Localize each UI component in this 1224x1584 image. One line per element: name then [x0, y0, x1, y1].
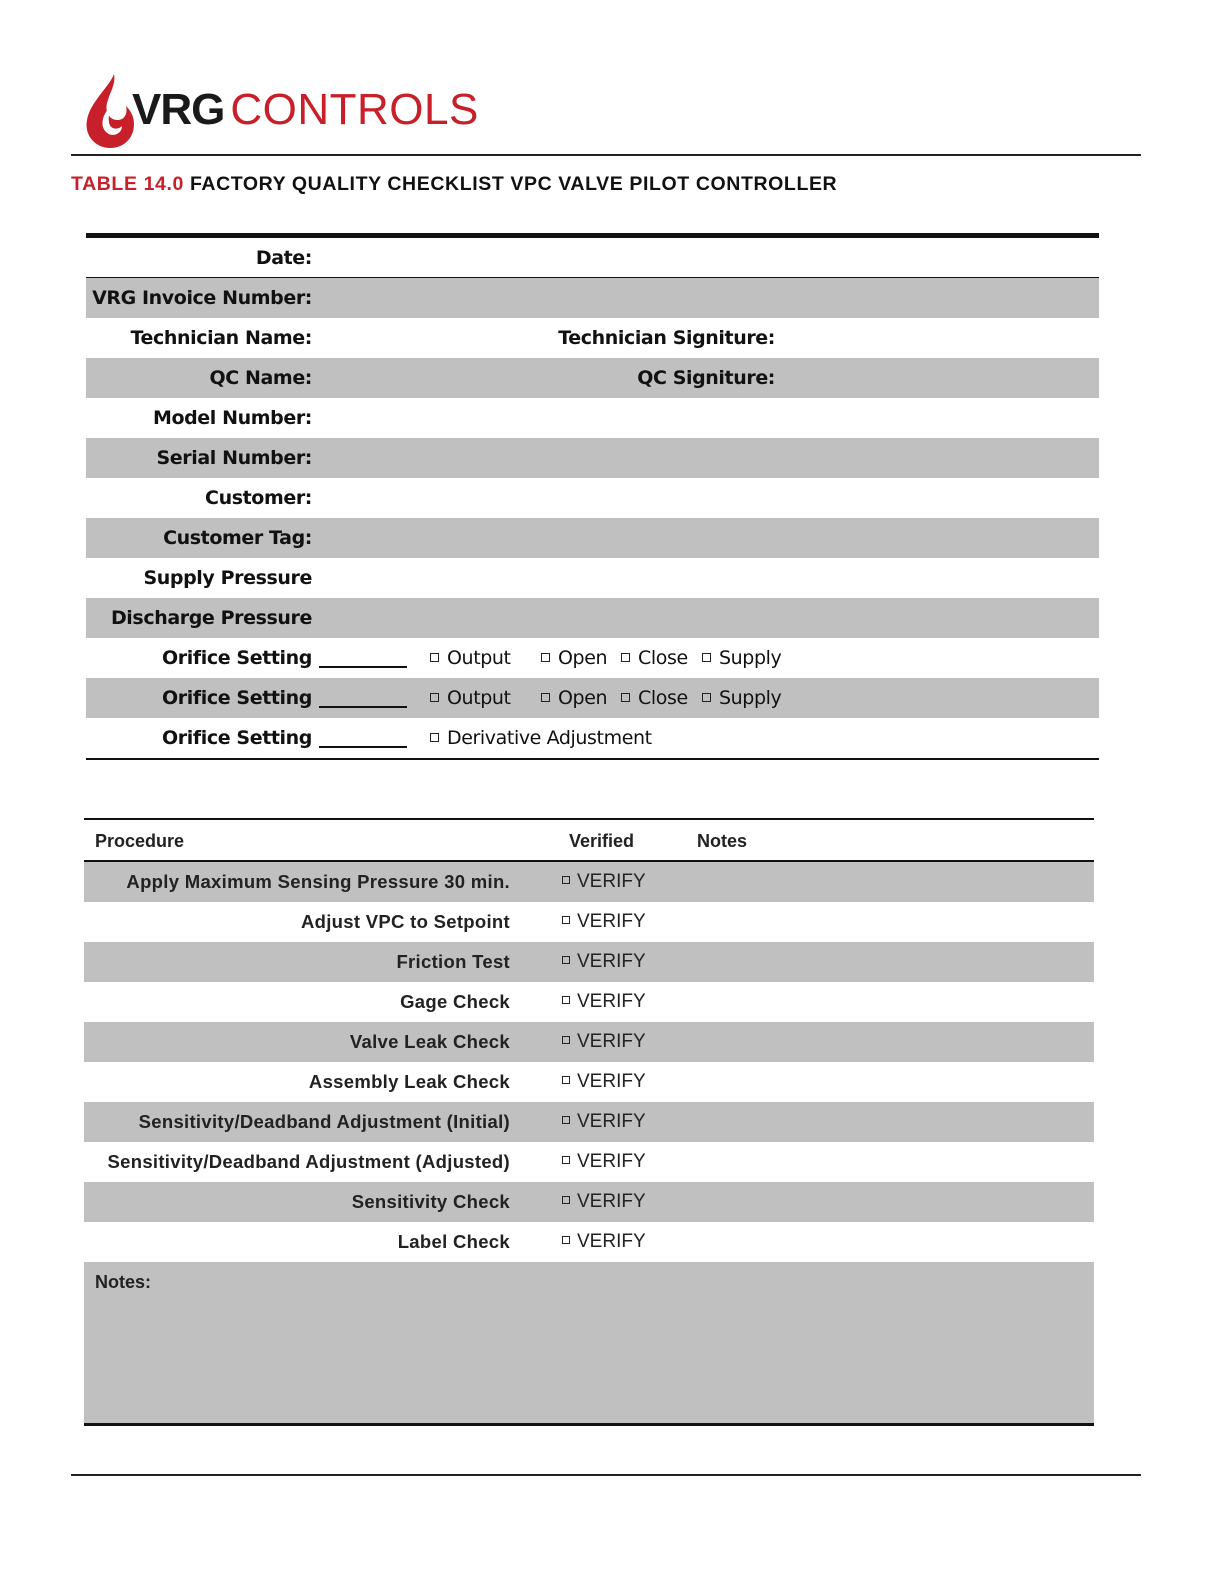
form-row-qc[interactable]: [86, 358, 1099, 398]
procedure-bottom-rule: [84, 1423, 1094, 1426]
checkbox-icon: [562, 1236, 570, 1244]
verify-label: VERIFY: [577, 1031, 646, 1052]
open-label: Open: [558, 687, 608, 709]
date-label: Date:: [255, 247, 312, 269]
procedure-row: [84, 1142, 1094, 1182]
derivative-adjustment-label: Derivative Adjustment: [447, 727, 652, 749]
form-row-supply-pressure[interactable]: [86, 558, 1099, 598]
verified-column-header: Verified: [569, 830, 635, 851]
checkbox-icon: [541, 693, 550, 702]
serial-number-label: Serial Number:: [156, 447, 312, 469]
flame-drop-icon: [82, 72, 138, 152]
procedure-row: [84, 1182, 1094, 1222]
verify-label: VERIFY: [577, 911, 646, 932]
orifice-blank-field[interactable]: [319, 666, 407, 668]
procedure-row: [84, 942, 1094, 982]
checkbox-icon: [562, 916, 570, 924]
procedure-name: Sensitivity/Deadband Adjustment (Initial): [138, 1111, 510, 1132]
form-row-customer[interactable]: [86, 478, 1099, 518]
checkbox-icon: [562, 876, 570, 884]
qc-signature-label: QC Signiture:: [637, 367, 775, 389]
verify-checkbox[interactable]: [562, 1222, 646, 1262]
supply-label: Supply: [719, 687, 782, 709]
verify-label: VERIFY: [577, 1231, 646, 1252]
checkbox-icon: [562, 996, 570, 1004]
verify-checkbox[interactable]: [562, 1182, 646, 1222]
verify-label: VERIFY: [577, 1151, 646, 1172]
customer-tag-label: Customer Tag:: [163, 527, 312, 549]
form-row-orifice-2: [86, 678, 1099, 718]
procedure-name: Valve Leak Check: [349, 1031, 510, 1052]
orifice-setting-label: Orifice Setting: [162, 727, 312, 749]
orifice-blank-field[interactable]: [319, 706, 407, 708]
logo-controls: CONTROLS: [230, 85, 479, 134]
open-label: Open: [558, 647, 608, 669]
checkbox-icon: [562, 1076, 570, 1084]
procedure-header-row: [84, 820, 1094, 860]
verify-label: VERIFY: [577, 1111, 646, 1132]
verify-label: VERIFY: [577, 951, 646, 972]
model-number-label: Model Number:: [152, 407, 312, 429]
checkbox-icon: [621, 693, 630, 702]
verify-checkbox[interactable]: [562, 1022, 646, 1062]
page-title: [71, 173, 837, 196]
procedure-row: [84, 862, 1094, 902]
supply-label: Supply: [719, 647, 782, 669]
supply-pressure-label: Supply Pressure: [143, 567, 312, 589]
procedure-row: [84, 902, 1094, 942]
verify-checkbox[interactable]: [562, 902, 646, 942]
form-row-customer-tag[interactable]: [86, 518, 1099, 558]
open-checkbox[interactable]: [541, 678, 607, 718]
verify-label: VERIFY: [577, 991, 646, 1012]
form-row-orifice-1: [86, 638, 1099, 678]
checkbox-icon: [541, 653, 550, 662]
table-title: FACTORY QUALITY CHECKLIST VPC VALVE PILOT CONTROLLER: [189, 173, 838, 195]
form-row-discharge-pressure[interactable]: [86, 598, 1099, 638]
form-row-model[interactable]: [86, 398, 1099, 438]
notes-column-header: Notes: [697, 830, 748, 851]
procedure-column-header: Procedure: [95, 830, 185, 851]
info-form-table: [86, 233, 1099, 760]
checkbox-icon: [702, 693, 711, 702]
orifice-setting-label: Orifice Setting: [162, 647, 312, 669]
orifice-setting-label: Orifice Setting: [162, 687, 312, 709]
procedure-row: [84, 1102, 1094, 1142]
close-label: Close: [638, 687, 688, 709]
procedure-name: Adjust VPC to Setpoint: [300, 911, 510, 932]
checkbox-icon: [430, 653, 439, 662]
form-row-serial[interactable]: [86, 438, 1099, 478]
logo-wordmark: [132, 82, 479, 138]
checkbox-icon: [562, 1156, 570, 1164]
header-divider: [71, 154, 1141, 156]
procedure-row: [84, 1022, 1094, 1062]
notes-area[interactable]: [84, 1262, 1094, 1423]
verify-checkbox[interactable]: [562, 1062, 646, 1102]
form-bottom-rule: [86, 758, 1099, 760]
qc-name-label: QC Name:: [209, 367, 312, 389]
checkbox-icon: [702, 653, 711, 662]
procedure-table: [84, 818, 1094, 1426]
procedure-name: Label Check: [397, 1231, 510, 1252]
technician-signature-label: Technician Signiture:: [558, 327, 775, 349]
output-label: Output: [447, 647, 511, 669]
form-row-date[interactable]: [86, 238, 1099, 278]
procedure-name: Friction Test: [396, 951, 510, 972]
vrg-controls-logo: [82, 72, 479, 152]
checkbox-icon: [562, 1116, 570, 1124]
form-row-technician[interactable]: [86, 318, 1099, 358]
procedure-row: [84, 1222, 1094, 1262]
procedure-name: Apply Maximum Sensing Pressure 30 min.: [126, 871, 510, 892]
supply-checkbox[interactable]: [702, 678, 781, 718]
table-number: TABLE 14.0: [71, 173, 184, 195]
procedure-row: [84, 982, 1094, 1022]
verify-checkbox[interactable]: [562, 942, 646, 982]
procedure-name: Gage Check: [400, 991, 510, 1012]
verify-checkbox[interactable]: [562, 1142, 646, 1182]
discharge-pressure-label: Discharge Pressure: [110, 607, 312, 629]
checkbox-icon: [562, 1036, 570, 1044]
output-checkbox[interactable]: [430, 678, 511, 718]
procedure-name: Assembly Leak Check: [308, 1071, 510, 1092]
form-row-orifice-3: [86, 718, 1099, 758]
derivative-adjustment-checkbox[interactable]: [430, 718, 652, 758]
supply-checkbox[interactable]: [702, 638, 781, 678]
verify-label: VERIFY: [577, 871, 646, 892]
invoice-label: VRG Invoice Number:: [92, 287, 312, 309]
orifice-blank-field[interactable]: [319, 746, 407, 748]
procedure-name: Sensitivity Check: [351, 1191, 510, 1212]
checkbox-icon: [562, 956, 570, 964]
verify-checkbox[interactable]: [562, 1102, 646, 1142]
verify-checkbox[interactable]: [562, 982, 646, 1022]
form-row-invoice[interactable]: [86, 278, 1099, 318]
customer-label: Customer:: [205, 487, 312, 509]
verify-label: VERIFY: [577, 1071, 646, 1092]
checkbox-icon: [430, 733, 439, 742]
logo-vrg: VRG: [132, 85, 225, 134]
open-checkbox[interactable]: [541, 638, 607, 678]
checkbox-icon: [562, 1196, 570, 1204]
output-checkbox[interactable]: [430, 638, 511, 678]
close-checkbox[interactable]: [621, 678, 688, 718]
procedure-row: [84, 1062, 1094, 1102]
checkbox-icon: [430, 693, 439, 702]
procedure-name: Sensitivity/Deadband Adjustment (Adjusted): [107, 1151, 510, 1172]
notes-label: Notes:: [95, 1272, 152, 1292]
output-label: Output: [447, 687, 511, 709]
checkbox-icon: [621, 653, 630, 662]
technician-name-label: Technician Name:: [130, 327, 312, 349]
close-checkbox[interactable]: [621, 638, 688, 678]
verify-label: VERIFY: [577, 1191, 646, 1212]
footer-divider: [71, 1474, 1141, 1476]
verify-checkbox[interactable]: [562, 862, 646, 902]
close-label: Close: [638, 647, 688, 669]
